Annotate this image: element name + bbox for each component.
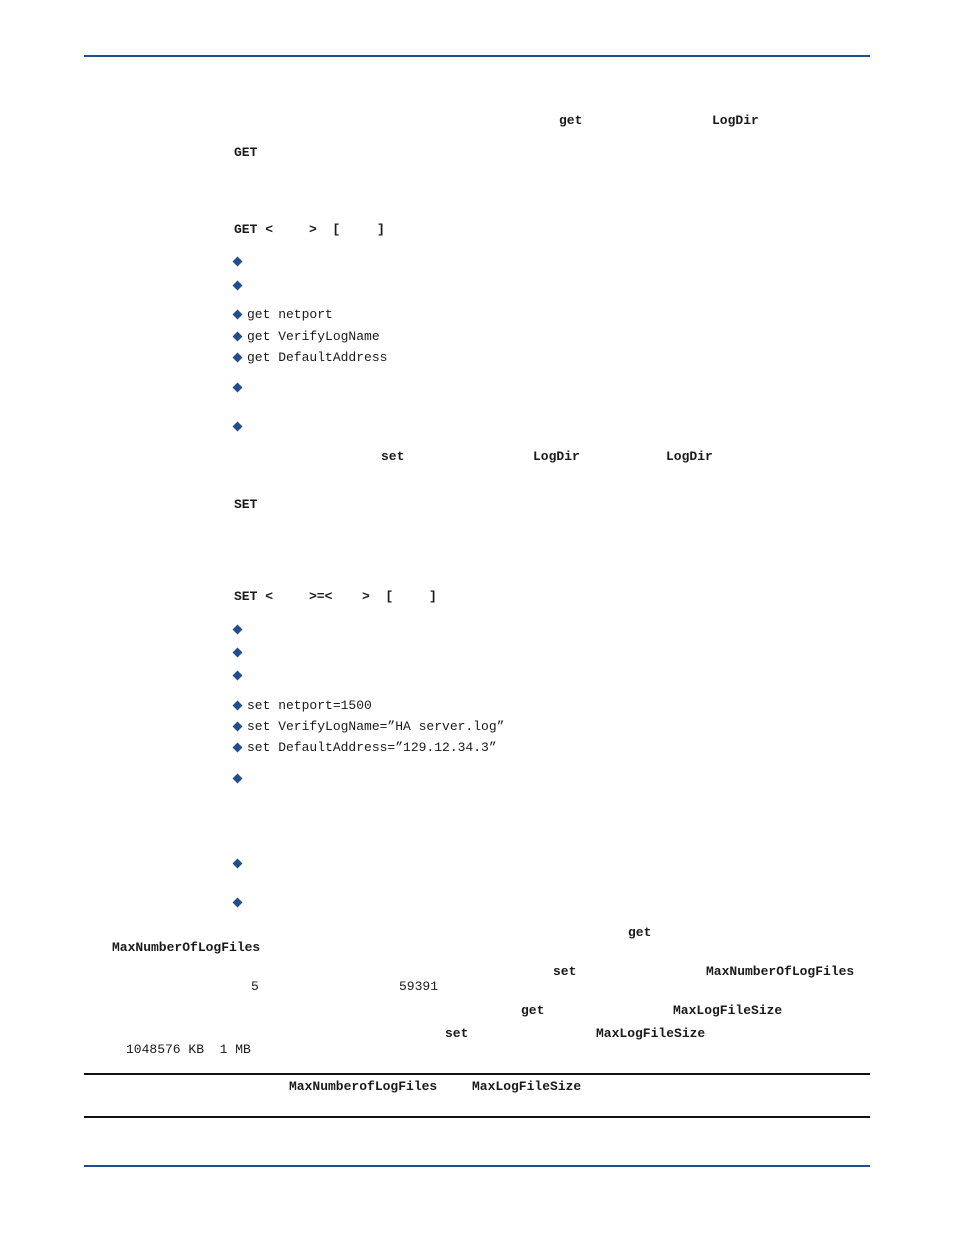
bullet-diamond-icon — [233, 898, 243, 908]
log-size-range: 1048576 KB 1 MB — [126, 1042, 251, 1057]
max-log-files-value: 59391 — [399, 979, 439, 994]
min-log-files-value: 5 — [251, 979, 259, 994]
get-example: get DefaultAddress — [247, 350, 388, 365]
bullet-diamond-icon — [233, 859, 243, 869]
header-rule — [84, 55, 870, 57]
bullet-diamond-icon — [233, 648, 243, 658]
footer-rule — [84, 1165, 870, 1167]
maxlogsize-keyword: MaxLogFileSize — [673, 1003, 783, 1018]
get-example: get netport — [247, 307, 333, 322]
logdir-keyword: LogDir — [666, 449, 713, 464]
bullet-diamond-icon — [233, 353, 243, 363]
set-syntax-end: ] — [429, 589, 437, 604]
get-keyword: get — [628, 925, 652, 940]
bullet-diamond-icon — [233, 625, 243, 635]
set-example: set DefaultAddress=”129.12.34.3” — [247, 740, 497, 755]
maxlogfiles-keyword: MaxNumberOfLogFiles — [112, 940, 261, 955]
bullet-diamond-icon — [233, 281, 243, 291]
get-heading: GET — [234, 145, 258, 160]
bullet-diamond-icon — [233, 310, 243, 320]
get-syntax-cmd: GET < — [234, 222, 274, 237]
set-syntax-mid: >=< — [309, 589, 333, 604]
get-example: get VerifyLogName — [247, 329, 380, 344]
set-keyword: set — [445, 1026, 469, 1041]
set-keyword: set — [553, 964, 577, 979]
set-example: set netport=1500 — [247, 698, 372, 713]
bullet-diamond-icon — [233, 422, 243, 432]
note-keyword: MaxLogFileSize — [472, 1079, 582, 1094]
set-keyword: set — [381, 449, 405, 464]
set-heading: SET — [234, 497, 258, 512]
bullet-diamond-icon — [233, 332, 243, 342]
bullet-diamond-icon — [233, 701, 243, 711]
bullet-diamond-icon — [233, 743, 243, 753]
note-top-rule — [84, 1073, 870, 1075]
maxlogsize-keyword: MaxLogFileSize — [596, 1026, 706, 1041]
logdir-keyword: LogDir — [712, 113, 759, 128]
set-syntax-cmd: SET < — [234, 589, 274, 604]
set-syntax-mid2: > [ — [362, 589, 394, 604]
note-bottom-rule — [84, 1116, 870, 1118]
get-syntax-end: ] — [377, 222, 385, 237]
bullet-diamond-icon — [233, 774, 243, 784]
maxlogfiles-keyword: MaxNumberOfLogFiles — [706, 964, 855, 979]
note-keyword: MaxNumberofLogFiles — [289, 1079, 438, 1094]
logdir-keyword: LogDir — [533, 449, 580, 464]
get-keyword: get — [559, 113, 583, 128]
bullet-diamond-icon — [233, 383, 243, 393]
bullet-diamond-icon — [233, 257, 243, 267]
set-example: set VerifyLogName=”HA server.log” — [247, 719, 505, 734]
get-syntax-mid: > [ — [309, 222, 341, 237]
get-keyword: get — [521, 1003, 545, 1018]
bullet-diamond-icon — [233, 671, 243, 681]
bullet-diamond-icon — [233, 722, 243, 732]
